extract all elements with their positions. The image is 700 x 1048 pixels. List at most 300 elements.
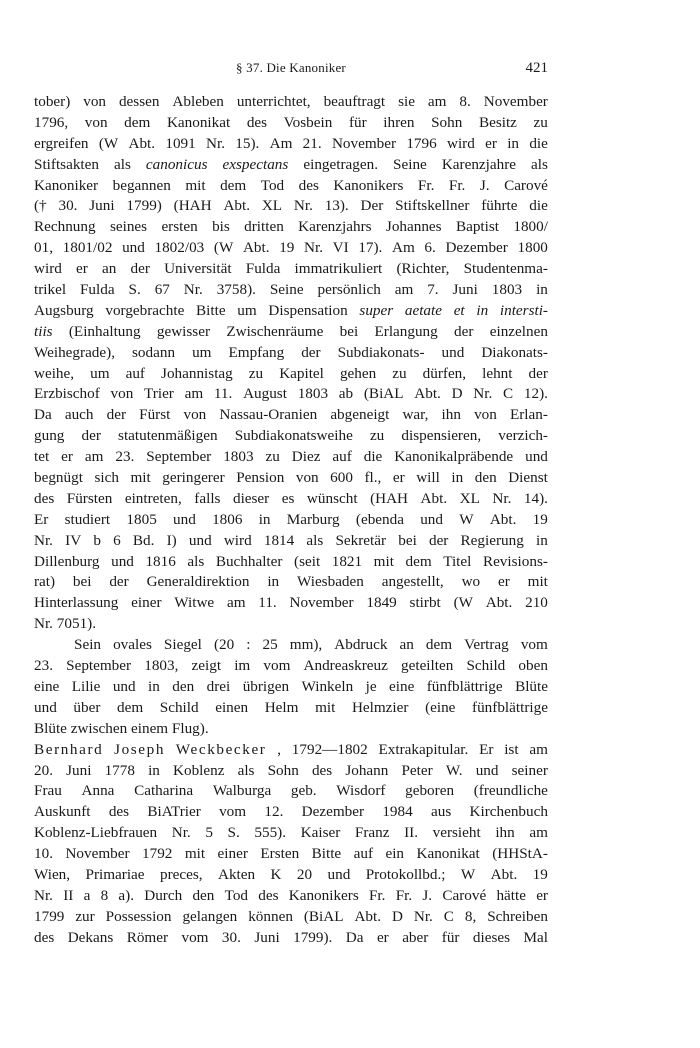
word: des [34,489,55,507]
word: 8, [464,907,477,925]
text-line [34,134,548,155]
word: ihn [495,824,515,842]
word: 1805 [126,510,157,528]
word: (HAH [173,197,212,215]
word: immatrikuliert [294,260,383,278]
word: gelangen [182,907,238,925]
text-line [34,301,548,322]
word: als [114,155,131,173]
page-number: 421 [525,60,548,76]
text-line [34,572,548,593]
word: angestellt, [381,573,444,591]
word: 12. [264,803,284,821]
word: Buchhalter [215,552,283,570]
word: einer [217,845,248,863]
word: (ebenda [355,510,404,528]
word: zu [369,427,385,445]
word: die [363,448,383,466]
word: können [248,907,293,925]
word: Winkeln [301,677,354,695]
word: dürfen, [422,364,467,382]
word: Kanonikat [416,845,480,863]
word: und [188,531,212,549]
word: Kanonikat [166,113,231,131]
word: Titel [443,552,472,570]
word: 210 [525,594,548,612]
word: 6. [424,239,436,257]
running-head [34,58,548,78]
word: versieht [432,824,481,842]
word: am [226,594,246,612]
word: als [306,531,324,549]
word: 13). [324,197,349,215]
text-line [34,113,548,134]
word: der [301,343,321,361]
word: und [173,510,196,528]
text-line [34,614,548,635]
word: drei [206,677,231,695]
word: fünfblättrige [426,677,503,695]
word: November [289,594,354,612]
word: Nr. [206,134,225,152]
word: Helm [264,698,299,716]
word: Ableben [172,93,224,110]
word: Johann [345,761,389,779]
word: begnügt [34,469,83,487]
word: Nr. [304,239,323,257]
word: Juni [254,928,280,946]
word: 15). [235,134,260,152]
word: Tod [224,886,249,904]
word: der [81,427,101,445]
word: K [270,865,282,883]
word: Abt. [489,510,517,528]
word: weihe, [34,364,75,382]
word: er [76,260,88,278]
word: W [460,865,476,883]
word: 23. [34,657,53,675]
word: am [394,281,414,299]
word: bis [212,218,230,236]
word: 6 [113,531,121,549]
word: will [416,469,440,487]
word: vom [219,803,247,821]
word: Koblenz [173,761,225,779]
word: mit [185,176,206,194]
word: Nr. [293,197,313,215]
word: Hinterlassung [34,594,119,612]
word: und [475,761,499,779]
word: 10. [34,845,53,863]
word: und [122,239,145,257]
word: übrigen [242,677,290,695]
word: : [246,636,251,654]
word: (HAH [370,489,409,507]
word: Fr. [448,176,466,194]
word: Johannistag [161,364,233,382]
word: 1796, [34,113,69,131]
text-line [34,781,548,802]
word: Kaiser [300,824,341,842]
word: Abt. [490,865,518,883]
word: Studentenma- [463,260,548,278]
word: (eine [425,698,456,716]
word: Carové [442,886,487,904]
word: 1803 [297,385,329,403]
word: studiert [64,510,111,528]
word: am [529,740,548,758]
word: tober) [34,93,71,110]
word: von [110,385,134,403]
text-line [34,489,548,510]
word: J. [422,886,433,904]
word: II. [404,824,419,842]
word: als [531,155,548,173]
text-line [34,761,548,782]
word: sodann [132,343,176,361]
word: Dienst [508,469,548,487]
word: exspectans [222,155,289,173]
word: geb. [290,782,317,800]
word: sie [398,93,415,110]
word: Dillenburg [34,552,100,570]
word: und [34,698,57,716]
word: in [451,469,464,487]
word: in [507,134,520,152]
word: Weckbecker [175,740,267,758]
word: des [258,886,279,904]
word: Abt. [223,197,251,215]
word: 7051). [56,615,97,633]
word: D [451,385,463,403]
word: (seit [294,552,321,570]
word: einzelnen [489,322,548,340]
word: 1792 [142,845,173,863]
word: vom [181,928,209,946]
word: Kanoniker [34,176,99,194]
word: Baptist [455,218,499,236]
word: Dekans [67,928,114,946]
word: Helmzier [351,698,409,716]
word: Rechnung [34,218,96,236]
word: geteilten [401,657,454,675]
word: Marburg [286,510,340,528]
word: in [535,531,548,549]
word: a). [118,886,134,904]
text-line [34,364,548,385]
word: ein [385,845,405,863]
word: geboren [405,782,455,800]
word: Kanonikers [288,886,359,904]
word: und [441,343,465,361]
word: Nr. [492,489,512,507]
word: dieses [472,928,511,946]
word: , [277,740,282,758]
word: 1792—1802 [291,740,368,758]
word: W [459,510,474,528]
word: er [61,448,73,466]
word: Erlangung [374,322,438,340]
word: Bernhard [34,740,104,758]
text-line [34,280,548,301]
word: (20 [213,636,235,654]
word: Schild [159,698,199,716]
text-line [34,155,548,176]
text-line [34,719,548,740]
word: mit [315,698,336,716]
word: Primariae [85,865,145,883]
word: eintreten, [124,489,182,507]
word: Abt. [128,134,156,152]
word: Catharina [134,782,194,800]
word: Carové [504,176,548,194]
word: er [536,886,548,904]
word: Nr. [34,615,57,633]
word: auch [64,406,94,424]
word: 3758). [216,281,256,299]
word: Erzbischof [34,385,100,403]
word: an [102,260,117,278]
word: Am [392,239,415,257]
word: und [111,552,134,570]
word: 1796 [406,134,437,152]
word: wird [223,531,252,549]
word: des [34,928,55,946]
word: lehnt [482,364,513,382]
word: (Einhaltung [68,322,141,340]
word: Bitte [196,301,226,319]
word: der [428,531,449,549]
word: Lilie [71,677,101,695]
word: (BiAL [303,907,344,925]
word: September [146,448,212,466]
word: Empfang [228,343,285,361]
word: Possession [105,907,172,925]
word: dem [220,176,247,194]
word: dem [405,552,432,570]
word: Er [479,740,494,758]
word: D [391,907,403,925]
word: Wiesbaden [297,573,364,591]
word: preces, [159,865,203,883]
word: ab [338,385,354,403]
word: seiner [511,761,548,779]
word: Bitte [311,845,342,863]
word: die [529,134,548,152]
word: bei [398,531,417,549]
word: Fr. [395,886,413,904]
word: der [106,406,127,424]
word: und [525,448,548,466]
word: Wisdorf [336,782,386,800]
word: Schreiben [487,907,548,925]
word: Fr. [368,886,386,904]
word: November [331,134,397,152]
word: wünscht [306,489,358,507]
word: (HHStA- [492,845,548,863]
word: er [376,928,389,946]
word: 19 [532,510,548,528]
word: in [476,301,489,319]
word: 1778 [104,761,135,779]
word: 1802/03 [154,239,205,257]
word: Sohn [431,113,463,131]
word: a [83,886,91,904]
word: Sohn [267,761,299,779]
text-line [34,238,548,259]
word: Kanonikers [333,176,404,194]
word: Dezember [445,239,508,257]
word: Abt. [420,489,448,507]
word: Nassau-Oranien [219,406,318,424]
word: und [112,677,136,695]
word: vorgebrachte [105,301,185,319]
word: Dispensation [268,301,348,319]
word: geringerer [162,469,225,487]
word: aus [430,803,452,821]
word: Flug). [171,719,209,737]
word: beauftragt [323,93,386,110]
word: gehen [339,364,377,382]
word: 1799). [293,928,333,946]
text-line [34,823,548,844]
word: 7. [427,281,439,299]
word: Kapitel [279,364,324,382]
word: Siegel [163,636,202,654]
word: XL [261,197,283,215]
text-line [34,531,548,552]
word: einem [131,719,172,737]
word: vom [263,657,291,675]
word: falls [194,489,221,507]
word: Stiftsakten [34,155,99,173]
word: 1803 [223,448,254,466]
word: Kanonikalpräbende [394,448,514,466]
word: zu [392,364,407,382]
word: Koblenz-Liebfrauen [34,824,158,842]
word: BiATrier [147,803,201,821]
word: November [65,845,130,863]
word: bei [72,573,92,591]
word: Revisions- [482,552,548,570]
word: Vertrag [464,636,509,654]
word: auf [332,448,352,466]
word: 1799 [34,907,65,925]
text-line [34,92,548,113]
word: 20. [34,761,53,779]
word: Seine [393,155,427,173]
word: August [243,385,287,403]
word: Vosbein [283,113,333,131]
word: am [184,385,204,403]
text-line [34,343,548,364]
word: (W [453,594,473,612]
word: Erlan- [509,406,548,424]
word: 1816 [145,552,176,570]
word: zwischen [70,719,132,737]
word: Johannes [385,218,442,236]
word: 1091 [165,134,196,152]
word: 8 [100,886,109,904]
word: C [503,385,514,403]
word: 21. [302,134,322,152]
word: 20 [296,865,313,883]
text-line [34,698,548,719]
word: führte [481,197,518,215]
word: super [359,301,394,319]
text-line [34,322,548,343]
text-line [34,635,548,656]
word: 17). [358,239,383,257]
word: S. [128,281,141,299]
word: Am [269,134,293,152]
word: auf [125,364,145,382]
word: Juni [452,281,478,299]
word: je [365,677,377,695]
word: Extrakapitular. [378,740,469,758]
word: Fürst [139,406,171,424]
word: Juni [66,761,92,779]
word: 19 [532,865,548,883]
word: 600 [330,469,353,487]
word: zu [248,364,264,382]
word: dritten [244,218,284,236]
word: zeigt [191,657,222,675]
word: C [443,907,454,925]
word: im [234,657,251,675]
word: 1821 [331,552,363,570]
word: des [311,761,333,779]
word: 30. [58,197,78,215]
word: ihren [383,113,415,131]
word: am [84,448,104,466]
word: 1799) [126,197,162,215]
word: des [246,113,268,131]
word: zur [75,907,95,925]
text-line [34,468,548,489]
word: 19 [279,239,295,257]
word: des [108,803,130,821]
word: 14). [523,489,548,507]
word: (W [98,134,119,152]
word: rat) [34,573,56,591]
word: 555). [254,824,287,842]
word: mit [373,552,394,570]
word: der [528,364,548,382]
text-line [34,510,548,531]
word: dieser [232,489,270,507]
word: aber [402,928,429,946]
word: Regierung [460,531,524,549]
word: Besitz [478,113,517,131]
word: am [529,824,548,842]
word: Er [34,510,49,528]
word: fl., [364,469,382,487]
word: Diakonats- [481,343,548,361]
word: von [295,469,319,487]
word: Juni [89,197,115,215]
word: mit [184,845,206,863]
text-line [34,426,548,447]
text-line [34,176,548,197]
word: den [172,677,195,695]
word: dessen [118,93,160,110]
word: es [281,489,295,507]
word: 11. [258,594,277,612]
word: in [536,281,548,299]
text-line [34,865,548,886]
word: (BiAL [363,385,404,403]
